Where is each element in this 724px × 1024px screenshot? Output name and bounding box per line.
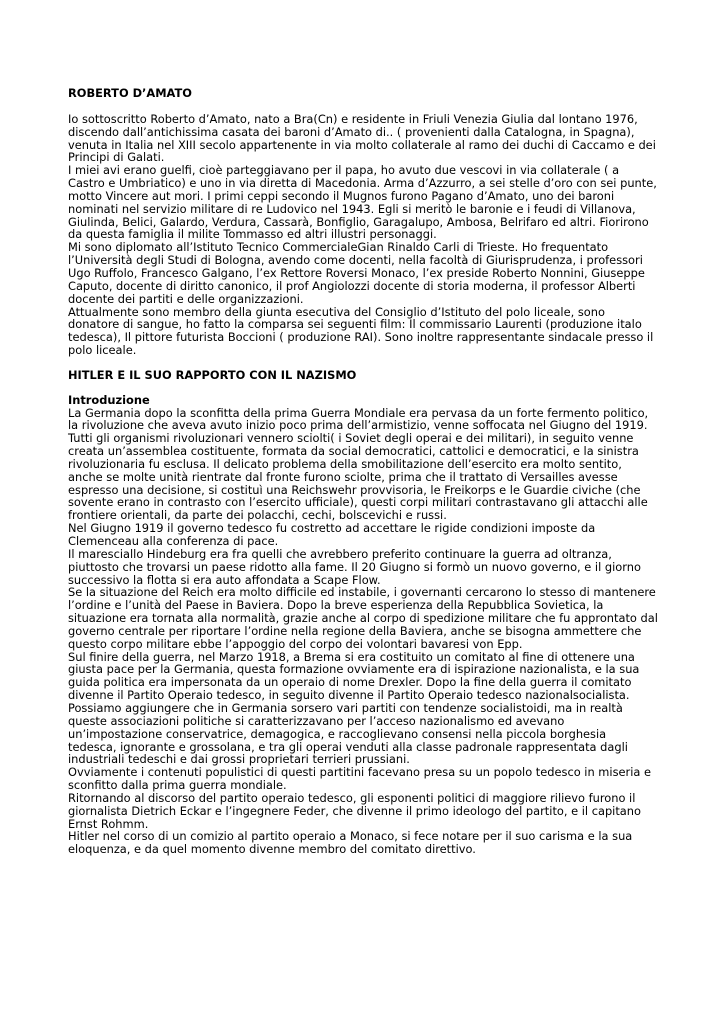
paragraph: Il maresciallo Hindeburg era fra quelli che avrebbero preferito continuare la guerra ad oltranza, piuttosto che trovarsi un paese ridotto alla fame. Il 20 Giugno si formò un nuovo governo, e il giorno successivo la flotta si era auto affondata a Scape Flow.: [68, 546, 641, 587]
paragraph: Mi sono diplomato all’Istituto Tecnico CommercialeGian Rinaldo Carli di Trieste. Ho frequentato l’Università degli Studi di Bologna, avendo come docenti, nella facoltà di Giurisprudenza, i professori Ugo Ruffolo, Francesco Galgano, l’ex Rettore Roversi Monaco, l’ex preside Roberto Nonnini, Giuseppe Caputo, docente di diritto canonico, il prof Angiolozzi docente di storia moderna, il professor Alberti docente dei partiti e delle organizzazioni.: [68, 240, 645, 306]
section-title-hitler: HITLER E IL SUO RAPPORTO CON IL NAZISMO: [68, 367, 357, 382]
paragraph: I miei avi erano guelfi, cioè parteggiavano per il papa, ho avuto due vescovi in via collaterale ( a Castro e Umbriatico) e uno in via diretta di Macedonia. Arma d’Azzurro, a sei stelle d’oro con sei punte, motto Vincere aut mori. I primi ceppi secondo il Mugnos furono Pagano d’Amato, uno dei baroni nominati nel servizio militare di re Ludovico nel 1943. Egli si meritò le baronie e i feudi di Villanova, Giulinda, Belici, Galardo, Verdura, Cassarà, Bonfiglio, Garagalupo, Ambosa, Belrifaro ed altri. Fiorirono da questa famiglia il milite Tommasso ed altri illustri personaggi.: [68, 163, 657, 242]
paragraph: Se la situazione del Reich era molto difficile ed instabile, i governanti cercarono lo stesso di mantenere l’ordine e l’unità del Paese in Baviera. Dopo la breve esperienza della Repubblica Sovietica, la situazione era tornata alla normalità, grazie anche al corpo di spedizione militare che fu approntato dal governo centrale per riportare l’ordine nella regione della Baviera, anche se bisogna ammettere che questo corpo militare ebbe l’appoggio del corpo dei volontari bavaresi von Epp.: [68, 585, 658, 651]
paragraph: Attualmente sono membro della giunta esecutiva del Consiglio d’Istituto del polo liceale, sono donatore di sangue, ho fatto la comparsa sei seguenti film: Il commissario Laurenti (produzione italo tedesca), Il pittore futurista Boccioni ( produzione RAI). Sono inoltre rappresentante sindacale presso il polo liceale.: [68, 304, 654, 358]
paragraph: Sul finire della guerra, nel Marzo 1918, a Brema si era costituito un comitato al fine di ottenere una giusta pace per la Germania, questa formazione ovviamente era di ispirazione nazionalista, e la sua guida politica era impersonata da un operaio di nome Drexler. Dopo la fine della guerra il comitato divenne il Partito Operaio tedesco, in seguito divenne il Partito Operaio tedesco nazionalsocialista.: [68, 649, 640, 703]
paragraph: Hitler nel corso di un comizio al partito operaio a Monaco, si fece notare per il suo carisma e la sua eloquenza, e da quel momento divenne membro del comitato direttivo.: [68, 829, 633, 857]
paragraph: Io sottoscritto Roberto d’Amato, nato a Bra(Cn) e residente in Friuli Venezia Giulia dal lontano 1976, discendo dall’antichissima casata dei baroni d’Amato di.. ( provenienti dalla Catalogna, in Spagna), venuta in Italia nel XIII secolo appartenente in via molto collaterale al ramo dei duchi di Caccamo e dei Principi di Galati.: [68, 111, 656, 165]
paragraph: Nel Giugno 1919 il governo tedesco fu costretto ad accettare le rigide condizioni imposte da Clemenceau alla conferenza di pace.: [68, 521, 596, 548]
paragraph: Ritornando al discorso del partito operaio tedesco, gli esponenti politici di maggiore rilievo furono il giornalista Dietrich Eckar e l’ingegnere Feder, che divenne il primo ideologo del partito, e il capitano Ernst Rohmm.: [68, 790, 641, 831]
subsection-title-introduzione: Introduzione: [68, 392, 150, 407]
section-title-roberto-damato: ROBERTO D’AMATO: [68, 86, 192, 100]
document-content: [68, 87, 658, 856]
paragraph: Possiamo aggiungere che in Germania sorsero vari partiti con tendenze socialistoidi, ma in realtà queste associazioni politiche si caratterizzavano per l’acceso nazionalismo ed avevano un’impostazione conservatrice, demagogica, e raccoglievano consensi nella piccola borghesia tedesca, ignorante e grossolana, e tra gli operai venduti alla classe padronale rappresentata dagli industriali tedeschi e dai grossi proprietari terrieri prussiani.: [68, 700, 628, 767]
paragraph: La Germania dopo la sconfitta della prima Guerra Mondiale era pervasa da un forte fermento politico, la rivoluzione che aveva avuto inizio poco prima dell’armistizio, venne soffocata nel Giugno del 1919. Tutti gli organismi rivoluzionari vennero sciolti( i Soviet degli operai e dei militari), in seguito venne creata un’assemblea costituente, formata da social democratici, cattolici e democratici, e la sinistra rivoluzionaria fu esclusa. Il delicato problema della smobilitazione dell’esercito era molto sentito, anche se molte unità rientrate dal fronte furono sciolte, prima che il trattato di Versailles avesse espresso una decisione, si costituì una Reichswehr provvisoria, le Freikorps e le Guardie civiche (che sovente erano in contrasto con l’esercito ufficiale), questi corpi militari contrastavano gli attacchi alle frontiere orientali, da parte dei polacchi, cechi, bolscevichi e russi.: [68, 405, 649, 523]
paragraph: Ovviamente i contenuti populistici di questi partitini facevano presa su un popolo tedesco in miseria e sconfitto dalla prima guerra mondiale.: [68, 765, 651, 793]
